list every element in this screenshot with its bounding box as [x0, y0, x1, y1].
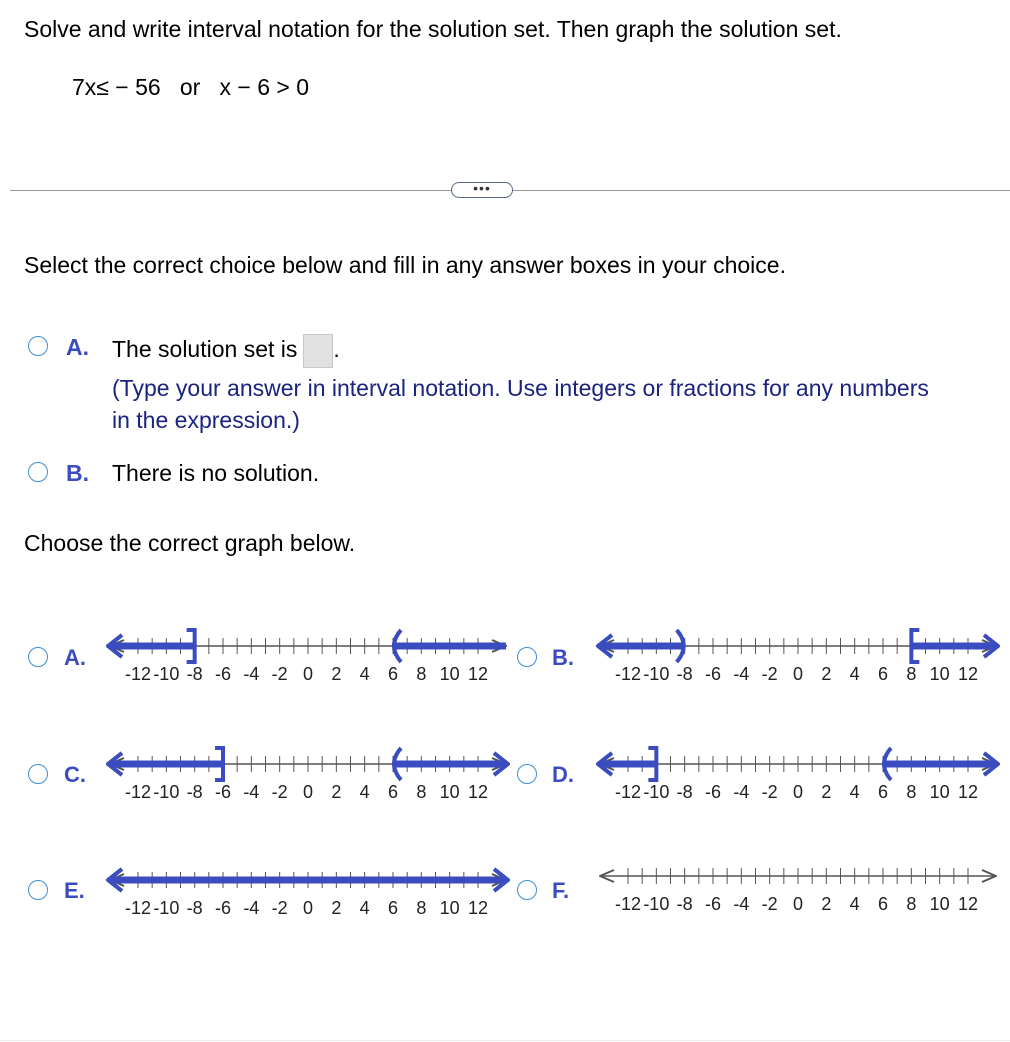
tick-label: 8: [416, 782, 427, 802]
tick-label: 12: [957, 664, 979, 684]
tick-label: 6: [877, 894, 889, 914]
graph-d-radio[interactable]: [517, 764, 537, 784]
number-line-graph-e[interactable]: [100, 858, 510, 928]
tick-label: -12: [124, 898, 152, 918]
graph-a-radio[interactable]: [28, 647, 48, 667]
choice-b-radio[interactable]: [28, 462, 48, 482]
graph-b-letter: B.: [552, 645, 574, 670]
tick-label: -4: [733, 782, 750, 802]
tick-label: -4: [733, 664, 750, 684]
tick-label: -2: [761, 782, 778, 802]
number-line-graph-d[interactable]: [590, 742, 1000, 812]
tick-label: 12: [957, 782, 979, 802]
tick-label: 4: [849, 664, 860, 684]
tick-label: -4: [243, 898, 260, 918]
tick-label: -12: [614, 664, 642, 684]
tick-label: 4: [359, 664, 370, 684]
tick-label: 4: [849, 782, 860, 802]
tick-label: -6: [214, 782, 232, 802]
instruction-text: Select the correct choice below and fill in any answer boxes in your choice.: [24, 252, 786, 278]
tick-label: 0: [792, 782, 804, 802]
tick-label: 2: [331, 782, 342, 802]
tick-label: 8: [906, 782, 917, 802]
graph-f-radio[interactable]: [517, 880, 537, 900]
tick-label: 0: [302, 664, 314, 684]
graph-c-radio[interactable]: [28, 764, 48, 784]
tick-label: 10: [929, 782, 950, 802]
equation: 7x≤ − 56 or x − 6 > 0: [72, 74, 310, 100]
question-text: Solve and write interval notation for the solution set. Then graph the solution set.: [24, 16, 842, 42]
tick-label: -4: [733, 894, 750, 914]
tick-label: -8: [186, 664, 203, 684]
tick-label: -2: [271, 898, 288, 918]
tick-label: 2: [821, 782, 832, 802]
tick-label: 8: [416, 898, 427, 918]
tick-label: -6: [704, 664, 722, 684]
graph-prompt: Choose the correct graph below.: [24, 530, 356, 556]
tick-label: 2: [821, 664, 832, 684]
tick-label: -12: [614, 894, 642, 914]
tick-label: 0: [792, 664, 804, 684]
number-line-graph-c[interactable]: [100, 742, 510, 812]
bottom-border: [0, 1040, 1010, 1041]
choice-a-period: .: [333, 336, 340, 363]
tick-label: 0: [302, 782, 314, 802]
tick-label: -2: [271, 664, 288, 684]
tick-label: 8: [906, 664, 917, 684]
tick-label: 2: [821, 894, 832, 914]
tick-label: -8: [186, 782, 203, 802]
tick-label: 6: [387, 782, 399, 802]
tick-label: -12: [124, 664, 152, 684]
choice-a-hint: (Type your answer in interval notation. Use integers or fractions for any numbers in the expression.): [112, 375, 929, 433]
graph-a-letter: A.: [64, 645, 86, 670]
number-line-graph-f[interactable]: [590, 854, 1000, 924]
tick-label: -4: [243, 782, 260, 802]
tick-label: -12: [614, 782, 642, 802]
tick-label: 0: [792, 894, 804, 914]
tick-label: 0: [302, 898, 314, 918]
graph-f-letter: F.: [552, 878, 570, 903]
tick-label: 12: [467, 782, 489, 802]
tick-label: 10: [439, 898, 460, 918]
tick-label: -6: [704, 894, 722, 914]
graph-b-radio[interactable]: [517, 647, 537, 667]
more-options-button[interactable]: •••: [451, 182, 513, 198]
graph-e-radio[interactable]: [28, 880, 48, 900]
graph-c-letter: C.: [64, 762, 86, 787]
tick-label: -6: [214, 898, 232, 918]
tick-label: 6: [877, 782, 889, 802]
tick-label: 12: [957, 894, 979, 914]
graph-d-letter: D.: [552, 762, 574, 787]
tick-label: -6: [214, 664, 232, 684]
choice-a-radio[interactable]: [28, 336, 48, 356]
tick-label: -10: [153, 782, 180, 802]
tick-label: 10: [439, 664, 460, 684]
number-line-graph-b[interactable]: [590, 624, 1000, 694]
tick-label: 12: [467, 898, 489, 918]
solution-set-answer-box[interactable]: [303, 334, 333, 368]
tick-label: 2: [331, 898, 342, 918]
tick-label: 6: [877, 664, 889, 684]
tick-label: -10: [153, 898, 180, 918]
tick-label: -8: [676, 664, 693, 684]
choice-a-row: [112, 334, 340, 368]
tick-label: 2: [331, 664, 342, 684]
tick-label: -12: [124, 782, 152, 802]
tick-label: 10: [929, 894, 950, 914]
tick-label: 10: [929, 664, 950, 684]
tick-label: -10: [153, 664, 180, 684]
tick-label: -2: [761, 664, 778, 684]
tick-label: 8: [416, 664, 427, 684]
choice-a-letter: A.: [66, 334, 89, 360]
tick-label: -10: [643, 664, 670, 684]
tick-label: 4: [849, 894, 860, 914]
tick-label: 10: [439, 782, 460, 802]
tick-label: -8: [676, 894, 693, 914]
tick-label: 8: [906, 894, 917, 914]
tick-label: -2: [271, 782, 288, 802]
tick-label: -8: [186, 898, 203, 918]
graph-e-letter: E.: [64, 878, 85, 903]
tick-label: -2: [761, 894, 778, 914]
tick-label: 12: [467, 664, 489, 684]
tick-label: -4: [243, 664, 260, 684]
tick-label: 4: [359, 898, 370, 918]
tick-label: 4: [359, 782, 370, 802]
tick-label: -10: [643, 782, 670, 802]
tick-label: 6: [387, 664, 399, 684]
tick-label: -6: [704, 782, 722, 802]
tick-label: -10: [643, 894, 670, 914]
choice-a-text: The solution set is: [112, 336, 298, 363]
tick-label: 6: [387, 898, 399, 918]
tick-label: -8: [676, 782, 693, 802]
choice-b-letter: B.: [66, 460, 89, 486]
number-line-graph-a[interactable]: [100, 624, 510, 694]
choice-b-text: There is no solution.: [112, 460, 320, 486]
